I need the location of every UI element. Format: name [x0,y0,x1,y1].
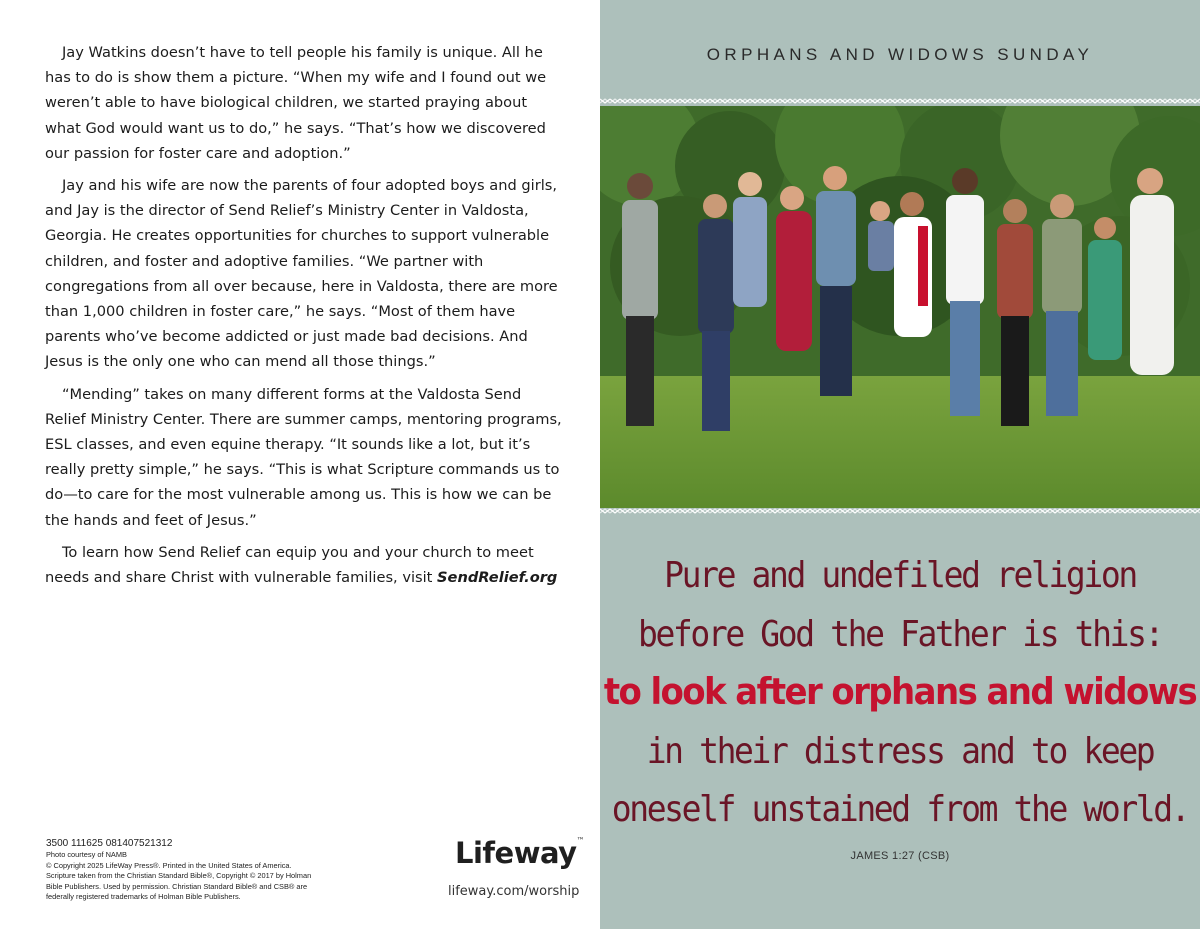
product-code: 3500 111625 081407521312 [46,838,173,849]
zigzag-border-bottom [600,506,1200,516]
logo-trademark: ™ [576,836,585,845]
family-photo [600,106,1200,508]
verse-line-1: Pure and undefiled religion [664,553,1136,596]
lifeway-logo [455,836,584,870]
article-body [45,40,563,597]
website-link[interactable]: lifeway.com/worship [448,884,580,899]
page-heading: ORPHANS AND WIDOWS SUNDAY [706,45,1094,64]
verse-line-5: oneself unstained from the world. [611,787,1189,830]
send-relief-link[interactable]: SendRelief.org [437,569,558,587]
fine-print [46,837,316,903]
article-paragraph-3: “Mending” takes on many different forms at the Valdosta Send Relief Ministry Center. There are summer camps, mentoring programs, ESL classes, and even equine therapy. “It sounds like a lot, but it’s really pretty simple,” he says. “This is what Scripture commands us to do—to care for the most vulnerable among us. This is how we can be the hands and feet of Jesus.” [45,385,562,529]
photo-credit: Photo courtesy of NAMB [46,850,127,859]
article-paragraph-1: Jay Watkins doesn’t have to tell people his family is unique. All he has to do is show them a picture. “When my wife and I found out we weren’t able to have biological children, we started praying about what God would want us to do,” he says. “That’s how we discovered our passion for foster care and adoption.” [45,44,547,162]
verse-reference: JAMES 1:27 (CSB) [850,850,950,862]
article-paragraph-2: Jay and his wife are now the parents of four adopted boys and girls, and Jay is the director of Send Relief’s Ministry Center in Valdosta, Georgia. He creates opportunities for churches to support vulnerable children, and foster and adoptive families. “We partner with congregations from all over because, here in Valdosta, there are more than 1,000 children in foster care,” he says. “Most of them have parents who’ve become addicted or just made bad decisions. And Jesus is the only one who can mend all those things.” [45,177,558,371]
right-page [600,0,1200,929]
verse-line-4: in their distress and to keep [646,728,1154,771]
verse-line-2: before God the Father is this: [637,611,1163,654]
scripture-verse [600,546,1200,839]
article-closing [45,540,563,590]
closing-text: To learn how Send Relief can equip you and your church to meet needs and share Christ with vulnerable families, visit [45,543,534,587]
verse-highlight: to look after orphans and widows [603,670,1197,714]
zigzag-border-top [600,96,1200,106]
logo-text: Lifeway [455,836,577,870]
copyright-notice: © Copyright 2025 LifeWay Press®. Printed in the United States of America. Scripture taken from the Christian Standard Bible®, Copyright © 2017 by Holman Bible Publishers. Used by permission. Christian Standard Bible® and CSB® are federally registered trademarks of Holman Bible Publishers. [46,860,312,902]
